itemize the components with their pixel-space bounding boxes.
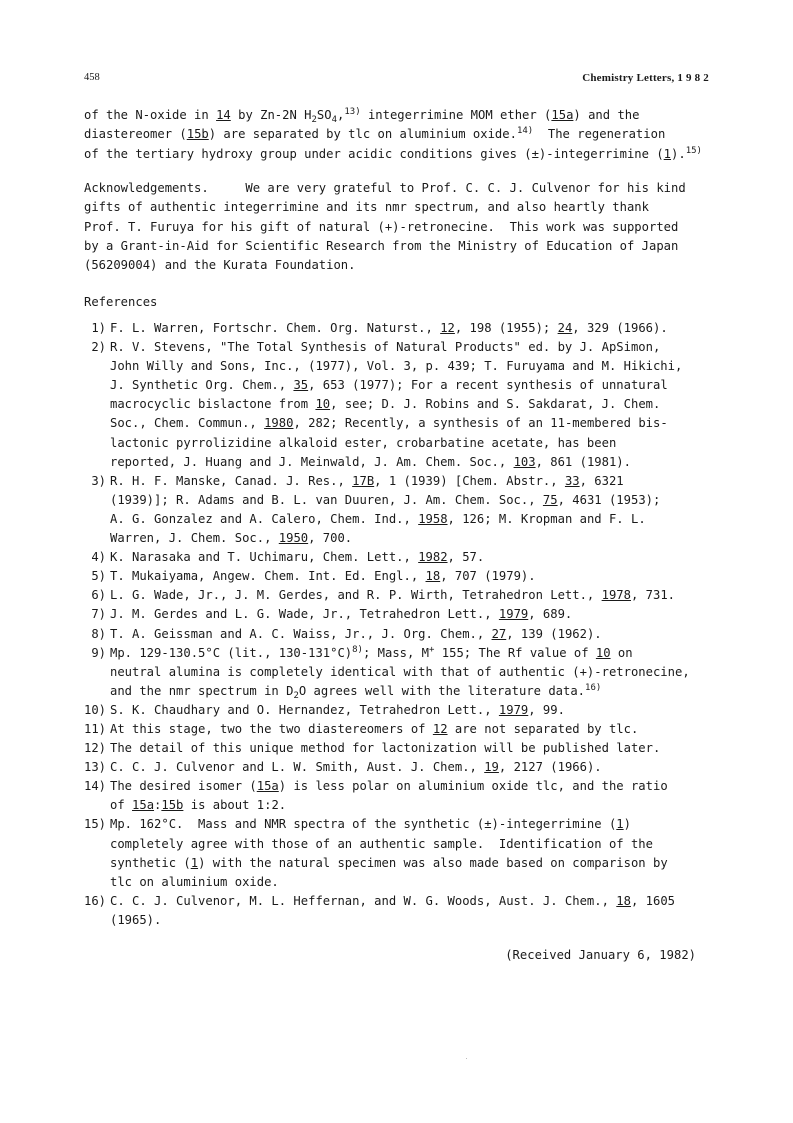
- compound-number: 75: [542, 492, 558, 507]
- text-line: [84, 198, 724, 217]
- superscript: 8): [352, 644, 363, 655]
- text-run: The regeneration: [533, 127, 666, 142]
- text-run: lactonic pyrrolizidine alkaloid ester, crobarbatine acetate, has been: [110, 435, 617, 450]
- text-run: are not separated by tlc.: [447, 721, 639, 736]
- compound-number: 1978: [601, 588, 631, 603]
- text-run: L. G. Wade, Jr., J. M. Gerdes, and R. P. Wirth, Tetrahedron Lett.,: [110, 588, 602, 603]
- text-run: T. A. Geissman and A. C. Waiss, Jr., J. Org. Chem.,: [110, 626, 492, 641]
- text-line: [84, 237, 724, 256]
- text-run: T. Mukaiyama, Angew. Chem. Int. Ed. Engl.,: [110, 569, 426, 584]
- reference-number: 10): [84, 702, 107, 717]
- text-run: , 1 (1939) [Chem. Abstr.,: [374, 473, 565, 488]
- superscript: 14): [516, 126, 534, 137]
- reference-number: 8): [91, 626, 106, 641]
- reference-item: [84, 586, 724, 605]
- text-run: ) are separated by tlc on aluminium oxide.: [208, 127, 517, 142]
- reference-line: [110, 414, 724, 433]
- text-run: John Willy and Sons, Inc., (1977), Vol. 3, p. 439; T. Furuyama and M. Hikichi,: [110, 359, 683, 374]
- reference-item: [84, 815, 724, 891]
- text-run: , 139 (1962).: [506, 626, 602, 641]
- compound-number: 15a: [256, 779, 279, 794]
- text-run: tlc on aluminium oxide.: [110, 874, 279, 889]
- text-line: [84, 125, 724, 144]
- text-run: reported, J. Huang and J. Meinwald, J. Am. Chem. Soc.,: [110, 454, 514, 469]
- text-run: , 57.: [447, 550, 485, 565]
- reference-line: [110, 510, 724, 529]
- text-run: C. C. J. Culvenor and L. W. Smith, Aust. J. Chem.,: [110, 760, 485, 775]
- reference-line: [110, 777, 724, 796]
- reference-item: [84, 567, 724, 586]
- reference-item: [84, 472, 724, 548]
- reference-item: [84, 777, 724, 815]
- text-run: integerrimine MOM ether (: [360, 108, 552, 122]
- reference-line: [110, 357, 724, 376]
- text-run: ) is less polar on aluminium oxide tlc, and the ratio: [278, 779, 668, 794]
- compound-number: 18: [616, 893, 631, 908]
- subscript: 2: [293, 690, 299, 701]
- text-run: ): [623, 817, 631, 832]
- text-run: ) and the: [573, 108, 640, 122]
- text-run: , 1605: [630, 893, 676, 908]
- text-run: R. H. F. Manske, Canad. J. Res.,: [110, 473, 353, 488]
- journal-running-head: Chemistry Letters, 1 9 8 2: [582, 72, 709, 84]
- reference-line: [110, 376, 724, 395]
- text-run: ) with the natural specimen was also made based on comparison by: [198, 855, 668, 870]
- reference-line: [110, 854, 724, 873]
- text-run: , see; D. J. Robins and S. Sakdarat, J. Chem.: [330, 397, 661, 412]
- text-run: of: [110, 798, 133, 813]
- superscript: 13): [344, 107, 361, 117]
- reference-number: 9): [91, 645, 106, 660]
- subscript: 4: [331, 115, 338, 125]
- reference-number: 7): [91, 607, 106, 622]
- compound-number: 1979: [498, 607, 529, 622]
- text-run: , 731.: [630, 588, 676, 603]
- text-run: of the N-oxide in: [84, 108, 217, 122]
- reference-line: [110, 472, 724, 491]
- compound-number: 1950: [278, 531, 309, 546]
- text-run: neutral alumina is completely identical with that of authentic (+)-retronecine,: [110, 664, 690, 679]
- text-line: [84, 256, 724, 275]
- text-run: by Zn-2N H: [230, 108, 312, 122]
- reference-line: [110, 605, 724, 624]
- reference-line: [110, 548, 724, 567]
- reference-item: [84, 625, 724, 644]
- reference-number: 3): [91, 473, 106, 488]
- text-run: The detail of this unique method for lactonization will be published later.: [110, 741, 661, 756]
- reference-line: [110, 815, 724, 834]
- text-run: , 700.: [308, 531, 353, 546]
- scan-speck: [466, 1058, 467, 1059]
- reference-number: 2): [91, 340, 106, 355]
- reference-item: [84, 701, 724, 720]
- superscript: 16): [585, 682, 602, 693]
- text-run: O agrees well with the literature data.: [298, 683, 586, 698]
- text-line: [84, 106, 724, 125]
- text-run: on: [610, 645, 633, 660]
- text-run: , 707 (1979).: [440, 569, 536, 584]
- text-run: Soc., Chem. Commun.,: [110, 416, 265, 431]
- text-run: and the nmr spectrum in D: [110, 683, 294, 698]
- reference-line: [110, 796, 724, 815]
- reference-number: 11): [84, 721, 107, 736]
- reference-number: 13): [84, 760, 107, 775]
- reference-line: [110, 644, 724, 663]
- text-run: SO: [316, 108, 332, 122]
- reference-item: [84, 319, 724, 338]
- text-run: , 861 (1981).: [535, 454, 631, 469]
- compound-number: 19: [484, 760, 499, 775]
- reference-line: [110, 567, 724, 586]
- text-run: , 282; Recently, a synthesis of an 11-membered bis-: [293, 416, 668, 431]
- reference-item: [84, 892, 724, 930]
- reference-line: [110, 663, 724, 682]
- text-run: 155; The Rf value of: [434, 645, 596, 660]
- reference-item: [84, 605, 724, 624]
- text-run: diastereomer (: [84, 127, 187, 142]
- reference-line: [110, 835, 724, 854]
- text-run: , 126; M. Kropman and F. L.: [447, 511, 646, 526]
- text-run: J. M. Gerdes and L. G. Wade, Jr., Tetrahedron Lett.,: [110, 607, 499, 622]
- reference-line: [110, 434, 724, 453]
- text-run: (1939)]; R. Adams and B. L. van Duuren, J. Am. Chem. Soc.,: [110, 492, 543, 507]
- compound-number: 1: [616, 817, 624, 832]
- reference-line: [110, 319, 724, 338]
- reference-number: 6): [91, 588, 106, 603]
- reference-line: [110, 701, 724, 720]
- reference-number: 12): [84, 741, 107, 756]
- reference-line: [110, 911, 724, 930]
- reference-item: [84, 739, 724, 758]
- text-run: The desired isomer (: [110, 779, 257, 794]
- text-run: J. Synthetic Org. Chem.,: [110, 378, 294, 393]
- superscript: +: [429, 644, 435, 655]
- text-run: F. L. Warren, Fortschr. Chem. Org. Naturst.,: [110, 321, 441, 335]
- reference-item: [84, 338, 724, 472]
- compound-number: 10: [315, 397, 331, 412]
- reference-line: [110, 338, 724, 357]
- text-run: gifts of authentic integerrimine and its nmr spectrum, and also heartly thank: [84, 200, 649, 215]
- text-run: Mp. 129-130.5°C (lit., 130-131°C): [110, 645, 353, 660]
- text-run: Acknowledgements. We are very grateful to Prof. C. C. J. Culvenor for his kind: [84, 181, 686, 195]
- text-run: of the tertiary hydroxy group under acidic conditions gives (±)-integerrimine (: [84, 146, 664, 161]
- superscript: 15): [685, 145, 702, 156]
- reference-number: 16): [84, 893, 107, 908]
- compound-number: 1: [663, 146, 672, 161]
- compound-number: 24: [557, 321, 573, 335]
- reference-line: [110, 529, 724, 548]
- received-date: (Received January 6, 1982): [505, 948, 696, 962]
- compound-number: 10: [595, 645, 611, 660]
- text-run: At this stage, two the two diastereomers of: [110, 721, 433, 736]
- compound-number: 1979: [498, 702, 529, 717]
- text-run: macrocyclic bislactone from: [110, 397, 316, 412]
- reference-item: [84, 548, 724, 567]
- compound-number: 1958: [418, 511, 448, 526]
- reference-line: [110, 682, 724, 701]
- reference-item: [84, 644, 724, 701]
- text-run: Mp. 162°C. Mass and NMR spectra of the synthetic (±)-integerrimine (: [110, 817, 617, 832]
- reference-line: [110, 873, 724, 892]
- text-line: [84, 145, 724, 164]
- compound-number: 35: [293, 378, 309, 393]
- compound-number: 15a: [551, 108, 574, 122]
- text-run: is about 1:2.: [183, 798, 287, 813]
- text-run: ; Mass, M: [362, 645, 430, 660]
- compound-number: 1980: [264, 416, 294, 431]
- compound-number: 17B: [352, 473, 375, 488]
- reference-number: 15): [84, 817, 107, 832]
- compound-number: 103: [513, 454, 536, 469]
- reference-number: 5): [91, 569, 106, 584]
- reference-line: [110, 491, 724, 510]
- reference-number: 1): [91, 321, 106, 335]
- acknowledgements-paragraph: [84, 179, 724, 275]
- reference-item: [84, 720, 724, 739]
- reference-line: [110, 720, 724, 739]
- text-run: , 689.: [528, 607, 573, 622]
- page-number: 458: [84, 72, 100, 83]
- text-line: [84, 218, 724, 237]
- compound-number: 15a: [132, 798, 155, 813]
- compound-number: 27: [491, 626, 507, 641]
- compound-number: 1982: [418, 550, 448, 565]
- references-list: [84, 319, 724, 930]
- text-run: R. V. Stevens, "The Total Synthesis of Natural Products" ed. by J. ApSimon,: [110, 340, 661, 355]
- text-run: , 6321: [579, 473, 624, 488]
- reference-line: [110, 395, 724, 414]
- text-run: (56209004) and the Kurata Foundation.: [84, 258, 356, 273]
- compound-number: 15b: [161, 798, 184, 813]
- compound-number: 18: [425, 569, 441, 584]
- text-run: (1965).: [110, 912, 162, 927]
- text-run: Prof. T. Furuya for his gift of natural (+)-retronecine. This work was supported: [84, 219, 679, 234]
- text-run: , 329 (1966).: [572, 321, 668, 335]
- compound-number: 12: [432, 721, 448, 736]
- text-run: synthetic (: [110, 855, 191, 870]
- body-paragraph: [84, 106, 724, 164]
- compound-number: 15b: [186, 127, 209, 142]
- text-run: , 653 (1977); For a recent synthesis of unnatural: [308, 378, 668, 393]
- reference-number: 14): [84, 779, 107, 794]
- text-run: , 4631 (1953);: [557, 492, 661, 507]
- text-run: K. Narasaka and T. Uchimaru, Chem. Lett.,: [110, 550, 419, 565]
- subscript: 2: [311, 115, 317, 125]
- text-run: S. K. Chaudhary and O. Hernandez, Tetrahedron Lett.,: [110, 702, 499, 717]
- text-run: C. C. J. Culvenor, M. L. Heffernan, and W. G. Woods, Aust. J. Chem.,: [110, 893, 617, 908]
- reference-line: [110, 625, 724, 644]
- text-run: , 99.: [528, 702, 565, 717]
- text-run: , 2127 (1966).: [498, 760, 602, 775]
- text-run: Warren, J. Chem. Soc.,: [110, 531, 279, 546]
- reference-item: [84, 758, 724, 777]
- reference-line: [110, 586, 724, 605]
- reference-number: 4): [91, 550, 106, 565]
- reference-line: [110, 453, 724, 472]
- compound-number: 1: [190, 855, 199, 870]
- reference-line: [110, 758, 724, 777]
- text-run: ,: [337, 108, 345, 122]
- text-run: by a Grant-in-Aid for Scientific Research from the Ministry of Education of Japan: [84, 238, 679, 253]
- reference-line: [110, 892, 724, 911]
- text-run: ).: [671, 146, 686, 161]
- page-header: [84, 72, 709, 88]
- compound-number: 33: [564, 473, 580, 488]
- compound-number: 14: [216, 108, 231, 122]
- reference-line: [110, 739, 724, 758]
- text-run: completely agree with those of an authentic sample. Identification of the: [110, 836, 653, 851]
- text-line: [84, 179, 724, 198]
- compound-number: 12: [440, 321, 455, 335]
- references-heading: References: [84, 295, 158, 309]
- text-run: A. G. Gonzalez and A. Calero, Chem. Ind.,: [110, 511, 419, 526]
- text-run: , 198 (1955);: [454, 321, 558, 335]
- text-run: :: [154, 798, 162, 813]
